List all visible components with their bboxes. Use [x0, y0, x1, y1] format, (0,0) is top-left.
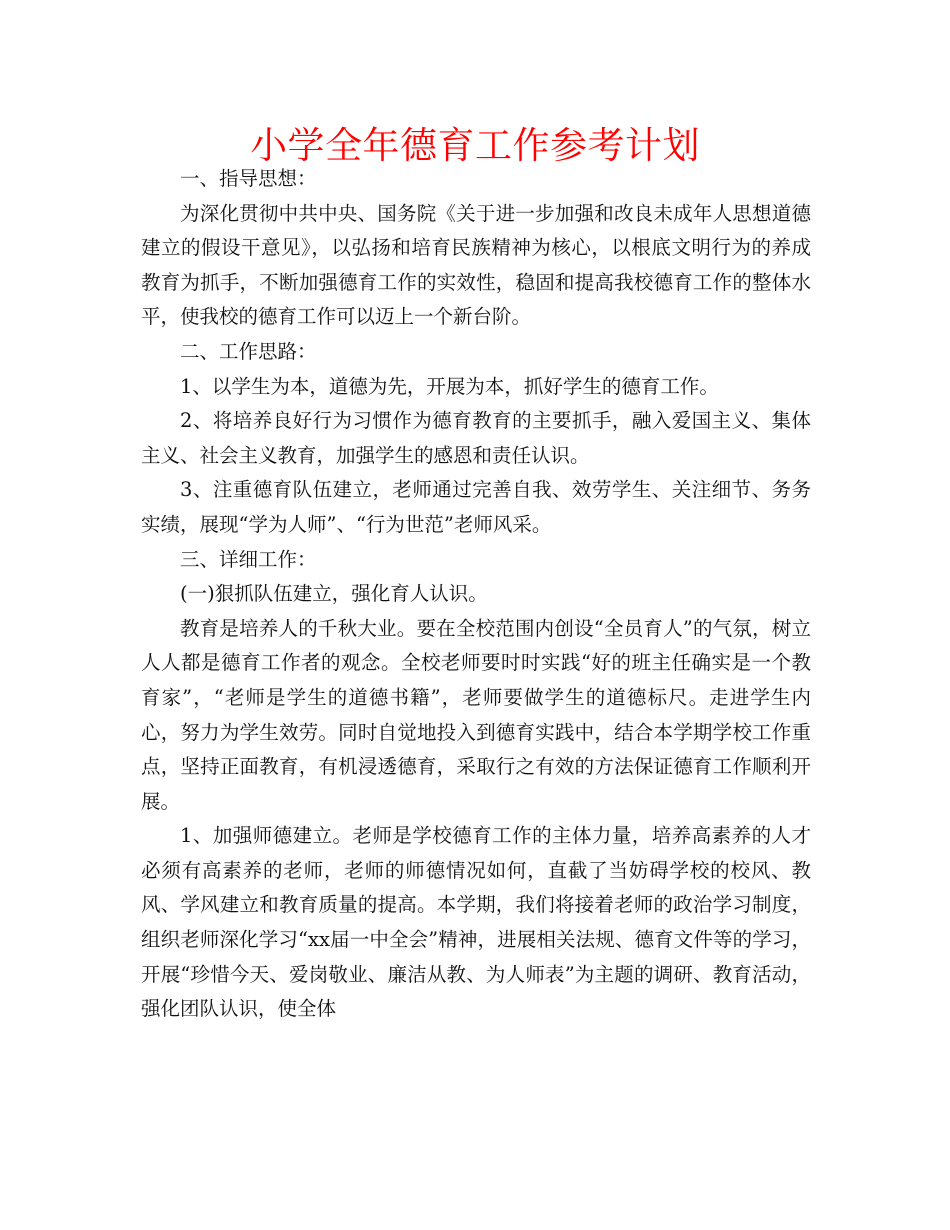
section-heading-detailed-work: 三、详细工作：: [180, 547, 317, 571]
section-heading-guiding-ideology: 一、指导思想：: [180, 167, 317, 190]
list-item: 2、将培养良好行为习惯作为德育教育的主要抓手，融入爱国主义、集体主义、社会主义教育，加强学生的感恩和责任认识。: [141, 409, 811, 467]
document-title: 小学全年德育工作参考计划: [250, 124, 700, 167]
list-item: 1、以学生为本，道德为先，开展为本，抓好学生的德育工作。: [180, 374, 719, 398]
paragraph: 1、加强师德建立。老师是学校德育工作的主体力量，培养高素养的人才必须有高素养的老师，老师的师德情况如何，直截了当妨碍学校的校风、教风、学风建立和教育质量的提高。本学期，我们将接着老师的政治学习制度，组织老师深化学习“xx届一中全会”精神，进展相关法规、德育文件等的学习，开展“珍惜今天、爱岗敬业、廉洁从教、为人师表”为主题的调研、教育活动，强化团队认识，使全体: [141, 824, 811, 1021]
section-heading-work-ideas: 二、工作思路：: [180, 339, 317, 363]
subsection-heading: (一)狠抓队伍建立，强化育人认识。: [180, 582, 488, 606]
paragraph: 教育是培养人的千秋大业。要在全校范围内创设“全员育人”的气氛，树立人人都是德育工作者的观念。全校老师要时时实践“好的班主任确实是一个教育家”，“老师是学生的道德书籍”，老师要做学生的道德标尺。走进学生内心，努力为学生效劳。同时自觉地投入到德育实践中，结合本学期学校工作重点，坚持正面教育，有机浸透德育，采取行之有效的方法保证德育工作顺利开展。: [141, 616, 811, 813]
list-item: 3、注重德育队伍建立，老师通过完善自我、效劳学生、关注细节、务务实绩，展现“学为人师”、“行为世范”老师风采。: [141, 478, 811, 536]
paragraph: 为深化贯彻中共中央、国务院《关于进一步加强和改良未成年人思想道德建立的假设干意见》，以弘扬和培育民族精神为核心，以根底文明行为的养成教育为抓手，不断加强德育工作的实效性，稳固和提高我校德育工作的整体水平，使我校的德育工作可以迈上一个新台阶。: [141, 201, 811, 329]
document-body: [141, 162, 811, 1027]
